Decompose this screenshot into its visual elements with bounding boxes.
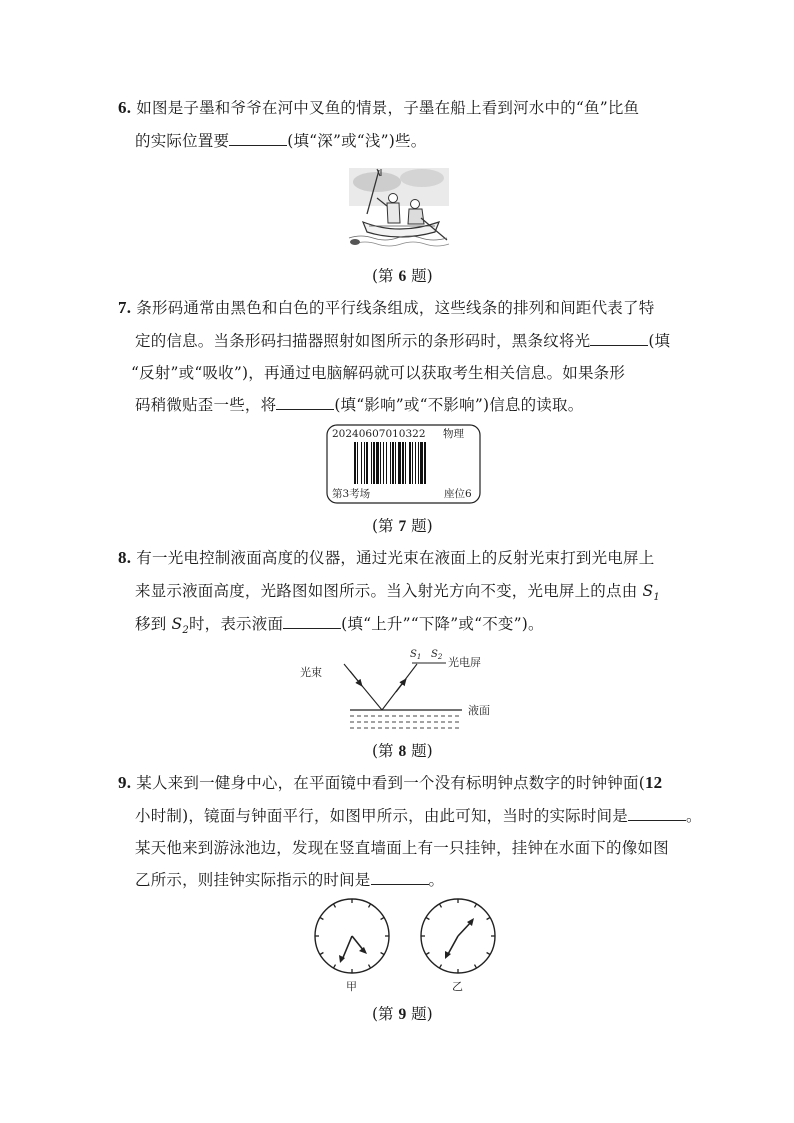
barcode-room: 第3考场 (332, 488, 371, 500)
q6-answer-blank[interactable] (229, 131, 287, 146)
surface-label: 液面 (468, 704, 490, 717)
barcode-bar (371, 442, 372, 484)
clock-jia (315, 899, 389, 973)
barcode-bar (405, 442, 406, 484)
barcode-bar (398, 442, 401, 484)
barcode-subject: 物理 (443, 428, 464, 440)
barcode-bar (415, 442, 416, 484)
q8-s1: $S_1$ (642, 582, 660, 604)
barcode-number: 20240607010322 (332, 428, 426, 440)
q6-line-1: 6. 如图是子墨和爷爷在河中叉鱼的情景，子墨在船上看到河水中的“鱼”比鱼 (118, 98, 640, 117)
barcode-bar (383, 442, 384, 484)
q7-number: 7. (118, 298, 132, 317)
barcode-bar (361, 442, 362, 484)
q7-line-4: 码稍微贴歪一些，将 (填“影响”或“不影响”)信息的读取。 (135, 396, 584, 414)
barcode-label (326, 424, 481, 504)
q8-line-2: 来显示液面高度，光路图如图所示。当入射光方向不变，光电屏上的点由 $S_1$ (135, 582, 660, 604)
q9-line-1: 9. 某人来到一健身中心，在平面镜中看到一个没有标明钟点数字的时钟钟面(12 (118, 773, 663, 792)
barcode-bar (380, 442, 381, 484)
light-path-diagram (300, 644, 510, 736)
q7-answer-blank-2[interactable] (276, 395, 334, 410)
q6-caption: (第 6 题) (372, 267, 433, 285)
q7-line-3: “反射”或“吸收”)，再通过电脑解码就可以获取考生相关信息。如果条形 (131, 364, 626, 382)
barcode-bar (366, 442, 368, 484)
q8-answer-blank[interactable] (283, 614, 341, 629)
q8-line-3: 移到 $S_2$时，表示液面 (填“上升”“下降”或“不变”)。 (135, 615, 544, 637)
screen-label: 光电屏 (448, 656, 481, 669)
q8-s2: $S_2$ (171, 615, 189, 637)
q7-caption: (第 7 题) (372, 517, 433, 535)
barcode-bar (402, 442, 404, 484)
q9-line-4: 乙所示，则挂钟实际指示的时间是 。 (135, 871, 445, 889)
barcode-bar (386, 442, 387, 484)
clock-yi (421, 899, 495, 973)
barcode-bar (418, 442, 419, 484)
barcode-bar (409, 442, 411, 484)
q9-number: 9. (118, 773, 132, 792)
q9-answer-blank-1[interactable] (628, 806, 686, 821)
clocks-figure (312, 896, 502, 996)
barcode-bar (354, 442, 356, 484)
q9-line-2: 小时制)，镜面与钟面平行，如图甲所示，由此可知，当时的实际时间是 。 (135, 807, 702, 825)
barcode-bar (424, 442, 426, 484)
q6-number: 6. (118, 98, 132, 117)
barcode-bar (390, 442, 391, 484)
incident-ray (344, 664, 382, 710)
q8-caption: (第 8 题) (372, 742, 433, 760)
barcode-bar (376, 442, 379, 484)
q7-answer-blank-1[interactable] (590, 331, 648, 346)
barcode-bar (357, 442, 358, 484)
q8-line-1: 8. 有一光电控制液面高度的仪器，通过光束在液面上的反射光束打到光电屏上 (118, 548, 655, 567)
barcode-bar (395, 442, 396, 484)
barcode-bars (354, 442, 426, 484)
barcode-bar (364, 442, 365, 484)
q7-line-1: 7. 条形码通常由黑色和白色的平行线条组成，这些线条的排列和间距代表了特 (118, 298, 655, 317)
point-s1: $S_1$ (410, 649, 422, 661)
q9-line-3: 某天他来到游泳池边，发现在竖直墙面上有一只挂钟，挂钟在水面下的像如图 (135, 839, 669, 857)
barcode-seat: 座位6 (444, 488, 472, 500)
barcode-bar (373, 442, 375, 484)
q9-caption: (第 9 题) (372, 1005, 433, 1023)
barcode-bar (392, 442, 394, 484)
clock-jia-label: 甲 (346, 980, 357, 993)
barcode-bar (412, 442, 413, 484)
beam-label: 光束 (300, 666, 322, 679)
point-s2: $S_2$ (431, 649, 443, 661)
q7-line-2: 定的信息。当条形码扫描器照射如图所示的条形码时，黑条纹将光 (填 (135, 332, 671, 350)
q9-answer-blank-2[interactable] (371, 870, 429, 885)
barcode-bar (420, 442, 423, 484)
q8-number: 8. (118, 548, 132, 567)
clock-yi-label: 乙 (452, 980, 463, 993)
q6-line-2: 的实际位置要 (填“深”或“浅”)些。 (135, 132, 427, 150)
q6-fishing-illustration (347, 168, 451, 250)
